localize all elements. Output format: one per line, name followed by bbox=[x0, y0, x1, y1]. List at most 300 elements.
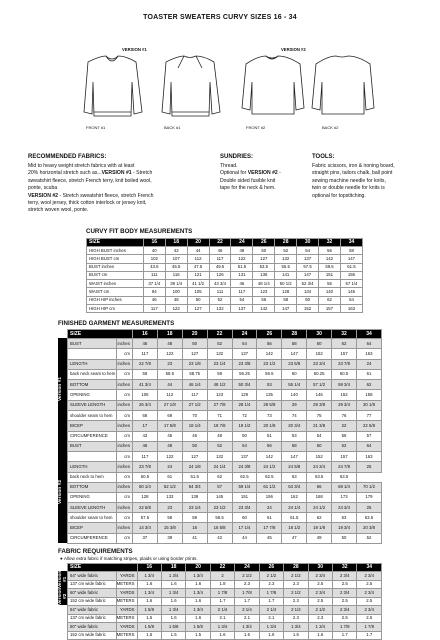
table-cell: 59 bbox=[182, 513, 207, 523]
table-cell: 73 bbox=[257, 411, 282, 421]
table-cell: 46 bbox=[209, 247, 231, 255]
table-cell: 58 bbox=[340, 247, 362, 255]
table-cell: 24 5/8 bbox=[282, 462, 307, 472]
table-cell: 127 bbox=[182, 452, 207, 462]
table-cell: 23 1/4 bbox=[207, 359, 232, 369]
table-cell: 57 bbox=[356, 431, 381, 441]
size-header-cell: 22 bbox=[210, 564, 234, 572]
table-cell: 1 7/8 bbox=[357, 623, 382, 632]
table-row bbox=[87, 255, 363, 263]
row-unit: inches bbox=[116, 380, 132, 390]
row-unit: inches bbox=[116, 421, 132, 431]
table-cell: 2 3/4 bbox=[357, 572, 382, 581]
table-cell: 50 1/4 bbox=[132, 482, 157, 492]
table-cell: 173 bbox=[332, 492, 357, 502]
size-header-cell: 20 bbox=[186, 564, 210, 572]
table-cell: 1 3/4 bbox=[161, 572, 185, 581]
table-cell: 1 7/8 bbox=[210, 589, 234, 598]
table-cell: 23 5/8 bbox=[282, 359, 307, 369]
table-cell: 51.5 bbox=[231, 263, 253, 271]
table-cell: 46 bbox=[132, 441, 157, 451]
table-cell: 44 bbox=[232, 533, 257, 543]
table-cell: 44 bbox=[187, 247, 209, 255]
table-cell: 145 bbox=[340, 288, 362, 296]
table-cell: 135 bbox=[257, 390, 282, 400]
table-cell: 2 3/4 bbox=[333, 606, 357, 615]
table-cell: 112 bbox=[187, 255, 209, 263]
table-cell: 24 bbox=[157, 462, 182, 472]
table-cell: 1.6 bbox=[259, 631, 283, 640]
table-cell: 128 bbox=[132, 492, 157, 502]
row-unit: inches bbox=[116, 359, 132, 369]
table-cell: 57.5 bbox=[132, 513, 157, 523]
table-cell: 24 1/4 bbox=[207, 462, 232, 472]
row-label: 137 cm wide fabric bbox=[68, 580, 117, 589]
table-cell: 46 1/4 bbox=[182, 380, 207, 390]
table-cell: 21 3/8 bbox=[307, 421, 332, 431]
table-cell: 58 bbox=[282, 339, 307, 349]
row-label: HIGH HIP inches bbox=[87, 296, 144, 304]
table-cell: 1.8 bbox=[210, 580, 234, 589]
row-label: back neck seam to hem bbox=[68, 369, 117, 379]
table-cell: 61 bbox=[257, 513, 282, 523]
fabric-requirements-heading: FABRIC REQUIREMENTS bbox=[58, 548, 133, 555]
table-cell: 41 bbox=[182, 533, 207, 543]
size-header-cell: 22 bbox=[209, 239, 231, 247]
table-cell: 24 3/4 bbox=[307, 462, 332, 472]
row-label: BICEP bbox=[68, 421, 117, 431]
table-cell: 53 bbox=[257, 380, 282, 390]
table-cell: 19 1/2 bbox=[232, 421, 257, 431]
size-header-cell: 24 bbox=[231, 239, 253, 247]
table-cell: 1 7/8 bbox=[259, 589, 283, 598]
table-cell: 59 bbox=[207, 369, 232, 379]
table-cell: 68 1/4 bbox=[332, 482, 357, 492]
row-unit: METERS bbox=[116, 631, 137, 640]
row-unit: cm bbox=[116, 492, 132, 502]
table-cell: 1 3/4 bbox=[284, 623, 308, 632]
table-cell: 30 1/8 bbox=[356, 400, 381, 410]
table-cell: 107 bbox=[165, 255, 187, 263]
table-cell: 1.6 bbox=[137, 580, 161, 589]
table-cell: 23 3/8 bbox=[232, 359, 257, 369]
size-header-label: SIZE bbox=[68, 564, 138, 572]
size-header-cell: 34 bbox=[356, 330, 381, 339]
garment-version-2-tab: Version #2 bbox=[58, 441, 67, 543]
size-header-cell: 28 bbox=[282, 330, 307, 339]
size-header-cell: 16 bbox=[137, 564, 161, 572]
table-row bbox=[68, 580, 382, 589]
table-cell: 1.6 bbox=[186, 614, 210, 623]
table-cell: 28 5/8 bbox=[257, 400, 282, 410]
table-cell: 2.5 bbox=[357, 597, 382, 606]
table-cell: 50 bbox=[253, 247, 275, 255]
table-cell: 53.5 bbox=[253, 263, 275, 271]
table-cell: 2 1/4 bbox=[259, 606, 283, 615]
table-cell: 45 bbox=[257, 533, 282, 543]
size-header-cell: 34 bbox=[357, 564, 382, 572]
table-row bbox=[68, 339, 382, 349]
table-cell: 1.6 bbox=[235, 631, 259, 640]
table-cell: 54 bbox=[231, 296, 253, 304]
table-cell: 46 bbox=[182, 431, 207, 441]
table-cell: 152 bbox=[307, 452, 332, 462]
table-cell: 60 bbox=[282, 369, 307, 379]
size-header-cell: 30 bbox=[307, 330, 332, 339]
size-header-cell: 24 bbox=[235, 564, 259, 572]
table-cell: 52 bbox=[209, 296, 231, 304]
table-cell: 27 7/8 bbox=[207, 400, 232, 410]
table-cell: 1 7/8 bbox=[333, 623, 357, 632]
table-cell: 100 bbox=[165, 288, 187, 296]
table-cell: 147 bbox=[297, 271, 319, 279]
table-row bbox=[68, 523, 382, 533]
table-row bbox=[87, 263, 363, 271]
table-cell: 1.7 bbox=[210, 597, 234, 606]
table-cell: 16 bbox=[182, 523, 207, 533]
table-cell: 1 5/8 bbox=[137, 606, 161, 615]
table-cell: 152 bbox=[297, 305, 319, 313]
table-cell: 151 bbox=[232, 492, 257, 502]
table-cell: 48 bbox=[231, 247, 253, 255]
table-cell: 60 bbox=[307, 339, 332, 349]
table-cell: 49 bbox=[307, 533, 332, 543]
row-label: BOTTOM bbox=[68, 482, 117, 492]
table-cell: 132 bbox=[209, 305, 231, 313]
table-cell: 2 3/4 bbox=[308, 572, 332, 581]
table-cell: 2.5 bbox=[333, 580, 357, 589]
table-cell: 56 bbox=[253, 296, 275, 304]
table-row bbox=[68, 380, 382, 390]
table-cell: 132 bbox=[207, 349, 232, 359]
table-cell: 17 1/4 bbox=[232, 523, 257, 533]
table-cell: 17 7/8 bbox=[257, 523, 282, 533]
row-label: BUST bbox=[68, 441, 117, 451]
table-cell: 1 3/4 bbox=[235, 623, 259, 632]
table-cell: 48 bbox=[157, 441, 182, 451]
row-unit: YARDS bbox=[116, 589, 137, 598]
row-label: BICEP bbox=[68, 523, 117, 533]
table-cell: 1.6 bbox=[210, 631, 234, 640]
table-cell: 147 bbox=[340, 255, 362, 263]
table-cell: 59.5 bbox=[319, 263, 341, 271]
table-row bbox=[68, 572, 382, 581]
fabric-requirements-table bbox=[67, 563, 382, 640]
table-cell: 2 1/2 bbox=[308, 606, 332, 615]
table-cell: 56 bbox=[257, 339, 282, 349]
table-cell: 24 1/2 bbox=[307, 503, 332, 513]
garment-version-1-tab: Version #1 bbox=[58, 338, 67, 441]
table-cell: 152 bbox=[332, 390, 357, 400]
table-cell: 131 bbox=[231, 271, 253, 279]
table-row bbox=[68, 597, 382, 606]
table-cell: 2 3/4 bbox=[357, 606, 382, 615]
table-row bbox=[87, 288, 363, 296]
table-cell: 23 1/2 bbox=[257, 359, 282, 369]
table-cell: 1 7/8 bbox=[235, 589, 259, 598]
table-cell: 23 7/8 bbox=[132, 462, 157, 472]
table-cell: 2 1/2 bbox=[284, 589, 308, 598]
garment-measurements-heading: FINISHED GARMENT MEASUREMENTS bbox=[58, 320, 175, 327]
back-2-sweater-drawing bbox=[312, 56, 374, 114]
table-cell: 48 bbox=[207, 431, 232, 441]
table-cell: 46 bbox=[132, 339, 157, 349]
table-cell: 39 1/4 bbox=[165, 280, 187, 288]
table-cell: 2.5 bbox=[357, 614, 382, 623]
table-cell: 41 1/2 bbox=[187, 280, 209, 288]
size-header-label: SIZE bbox=[68, 330, 133, 339]
table-cell: 139 bbox=[182, 492, 207, 502]
row-label bbox=[68, 452, 117, 462]
table-cell: 52 bbox=[275, 247, 297, 255]
table-row bbox=[68, 589, 382, 598]
table-cell: 59.5 bbox=[257, 369, 282, 379]
recommended-fabrics-text: Mid to heavy weight stretch fabrics with at least 20% horizontal stretch such as...VERSION #1 - Stretch sweatshirt fleece, stretch French terry, knit boiled wool, ponte, scuba VERSION #2 - Stretch sweatshirt fleece, stretch French terry, wool jersey, thick cotton interlock or jersey knit, stretch woven wool, ponte. bbox=[28, 163, 154, 214]
table-cell: 24 3/8 bbox=[232, 462, 257, 472]
table-cell: 23 1/2 bbox=[207, 503, 232, 513]
table-cell: 58 bbox=[157, 513, 182, 523]
table-cell: 37 bbox=[132, 533, 157, 543]
table-cell: 57.5 bbox=[297, 263, 319, 271]
table-cell: 24 bbox=[356, 359, 381, 369]
fabric-note: ● Allow extra fabric if matching stripes, plaids or using border prints. bbox=[60, 556, 198, 561]
size-header-cell: 32 bbox=[333, 564, 357, 572]
row-label bbox=[68, 349, 117, 359]
table-cell: 76 bbox=[332, 411, 357, 421]
row-unit: inches bbox=[116, 441, 132, 451]
row-label: BUST bbox=[68, 339, 117, 349]
row-label: HIGH BUST cm bbox=[87, 255, 144, 263]
row-unit: cm bbox=[116, 349, 132, 359]
table-row bbox=[68, 631, 382, 640]
row-label: BUST inches bbox=[87, 263, 144, 271]
table-cell: 1 3/4 bbox=[186, 606, 210, 615]
table-cell: 2.1 bbox=[235, 614, 259, 623]
table-cell: 49.5 bbox=[209, 263, 231, 271]
table-cell: 2.5 bbox=[333, 597, 357, 606]
size-header-cell: 18 bbox=[161, 564, 185, 572]
size-header-cell: 16 bbox=[132, 330, 157, 339]
table-row bbox=[68, 359, 382, 369]
table-cell: 137 bbox=[297, 255, 319, 263]
bullet-icon: ● bbox=[60, 556, 63, 561]
size-header-cell: 28 bbox=[284, 564, 308, 572]
row-label: LENGTH bbox=[68, 462, 117, 472]
table-cell: 122 bbox=[157, 349, 182, 359]
row-label: WAIST cm bbox=[87, 288, 144, 296]
size-header-cell: 20 bbox=[187, 239, 209, 247]
row-unit: METERS bbox=[116, 597, 137, 606]
size-header-row bbox=[87, 239, 363, 247]
table-cell: 58 bbox=[282, 441, 307, 451]
table-cell: 68 bbox=[132, 411, 157, 421]
back-1-sweater-drawing bbox=[162, 56, 220, 116]
size-header-cell: 30 bbox=[308, 564, 332, 572]
table-cell: 62.5 bbox=[232, 472, 257, 482]
row-label: shoulder seam to hem bbox=[68, 513, 117, 523]
table-cell: 1 3/4 bbox=[161, 606, 185, 615]
table-cell: 137 bbox=[232, 349, 257, 359]
table-cell: 122 bbox=[157, 452, 182, 462]
row-label: HIGH BUST inches bbox=[87, 247, 144, 255]
table-cell: 28 1/4 bbox=[232, 400, 257, 410]
table-cell: 23 1/4 bbox=[182, 503, 207, 513]
body-measurements-heading: CURVY FIT BODY MEASUREMENTS bbox=[86, 228, 193, 235]
table-cell: 62 bbox=[332, 441, 357, 451]
table-cell: 77 bbox=[356, 411, 381, 421]
table-cell: 1 5/8 bbox=[137, 623, 161, 632]
table-cell: 52 bbox=[356, 533, 381, 543]
table-cell: 147 bbox=[275, 305, 297, 313]
front-2-label: FRONT #2 bbox=[246, 125, 266, 130]
table-cell: 94 bbox=[143, 288, 165, 296]
table-cell: 1.6 bbox=[186, 597, 210, 606]
table-cell: 29 bbox=[282, 400, 307, 410]
garment-measurements-table bbox=[67, 329, 382, 544]
table-cell: 2.5 bbox=[357, 580, 382, 589]
table-cell: 163 bbox=[340, 305, 362, 313]
table-cell: 60 bbox=[232, 513, 257, 523]
table-cell: 126 bbox=[209, 271, 231, 279]
table-cell: 45.5 bbox=[165, 263, 187, 271]
table-cell: 1.7 bbox=[357, 631, 382, 640]
table-cell: 23 bbox=[157, 359, 182, 369]
table-cell: 1.6 bbox=[284, 631, 308, 640]
table-cell: 111 bbox=[209, 288, 231, 296]
row-label: 54" wide fabric bbox=[68, 572, 117, 581]
table-cell: 17 bbox=[132, 421, 157, 431]
table-cell: 63.5 bbox=[307, 472, 332, 482]
row-unit: inches bbox=[116, 482, 132, 492]
row-label: CIRCUMFERENCE bbox=[68, 431, 117, 441]
table-cell: 111 bbox=[143, 271, 165, 279]
row-unit: cm bbox=[116, 390, 132, 400]
table-cell: 2.1 bbox=[259, 614, 283, 623]
tools-text: Fabric scissors, iron & ironing board, straight pins, tailors chalk, ball point sewing machine needle for knits, twin or double needle for knits is optional for topstitching. bbox=[312, 163, 395, 199]
table-cell: 25 bbox=[356, 503, 381, 513]
back-1-label: BACK #1 bbox=[164, 125, 181, 130]
table-cell: 39 bbox=[157, 533, 182, 543]
table-cell: 54 bbox=[232, 339, 257, 349]
table-cell: 62 bbox=[356, 380, 381, 390]
row-unit: cm bbox=[116, 513, 132, 523]
table-row bbox=[68, 513, 382, 523]
table-cell: 50 bbox=[332, 533, 357, 543]
table-cell: 140 bbox=[282, 390, 307, 400]
table-cell: 152 bbox=[307, 349, 332, 359]
row-label: 152 cm wide fabric bbox=[68, 631, 117, 640]
size-header-cell: 34 bbox=[340, 239, 362, 247]
row-label: WAIST inches bbox=[87, 280, 144, 288]
table-cell: 127 bbox=[253, 255, 275, 263]
table-cell: 141 bbox=[275, 271, 297, 279]
table-row bbox=[68, 472, 382, 482]
table-cell: 43 3/4 bbox=[209, 280, 231, 288]
table-cell: 1 3/4 bbox=[161, 589, 185, 598]
row-unit: inches bbox=[116, 523, 132, 533]
table-cell: 55 bbox=[319, 280, 341, 288]
table-cell: 59 1/4 bbox=[232, 482, 257, 492]
table-cell: 27 1/2 bbox=[182, 400, 207, 410]
table-cell: 20 3/8 bbox=[356, 523, 381, 533]
table-cell: 2 1/2 bbox=[259, 572, 283, 581]
table-cell: 1.5 bbox=[137, 614, 161, 623]
table-cell: 54 bbox=[307, 431, 332, 441]
table-cell: 54 bbox=[232, 441, 257, 451]
table-cell: 58.5 bbox=[157, 369, 182, 379]
table-cell: 55.5 bbox=[275, 263, 297, 271]
table-cell: 123 bbox=[253, 288, 275, 296]
table-cell: 163 bbox=[356, 349, 381, 359]
table-cell: 147 bbox=[282, 349, 307, 359]
table-cell: 105 bbox=[187, 288, 209, 296]
table-row bbox=[68, 623, 382, 632]
front-1-sweater-drawing bbox=[84, 56, 142, 116]
row-label: SLEEVE LENGTH bbox=[68, 400, 117, 410]
table-cell: 123 bbox=[207, 390, 232, 400]
size-header-cell: 24 bbox=[232, 330, 257, 339]
table-cell: 1.7 bbox=[259, 597, 283, 606]
table-cell: 42 bbox=[165, 247, 187, 255]
row-label: HIGH HIP cm bbox=[87, 305, 144, 313]
table-row bbox=[68, 390, 382, 400]
table-cell: 1.5 bbox=[137, 631, 161, 640]
table-cell: 51 bbox=[257, 431, 282, 441]
table-cell: 147 bbox=[282, 452, 307, 462]
table-cell: 60.25 bbox=[307, 369, 332, 379]
table-cell: 56 bbox=[332, 431, 357, 441]
table-cell: 1.7 bbox=[235, 597, 259, 606]
table-cell: 18 1/2 bbox=[282, 523, 307, 533]
table-cell: 27 1/8 bbox=[157, 400, 182, 410]
table-cell: 14 3/4 bbox=[132, 523, 157, 533]
table-cell: 121 bbox=[187, 271, 209, 279]
table-cell: 50 bbox=[182, 441, 207, 451]
size-header-cell: 26 bbox=[257, 330, 282, 339]
table-cell: 2.5 bbox=[308, 580, 332, 589]
row-unit: inches bbox=[116, 339, 132, 349]
table-cell: 57 1/2 bbox=[307, 380, 332, 390]
table-cell: 134 bbox=[297, 288, 319, 296]
row-unit: YARDS bbox=[116, 606, 137, 615]
table-cell: 66 bbox=[307, 482, 332, 492]
table-cell: 2 1/2 bbox=[235, 572, 259, 581]
table-cell: 2 1/4 bbox=[210, 606, 234, 615]
table-cell: 117 bbox=[143, 305, 165, 313]
table-cell: 61 1/2 bbox=[257, 482, 282, 492]
table-cell: 132 bbox=[207, 452, 232, 462]
table-cell: 122 bbox=[165, 305, 187, 313]
table-cell: 48 1/2 bbox=[207, 380, 232, 390]
table-cell: 1.6 bbox=[308, 631, 332, 640]
table-cell: 46 bbox=[143, 296, 165, 304]
table-cell: 64 bbox=[356, 339, 381, 349]
table-cell: 24 1/4 bbox=[282, 503, 307, 513]
size-header-cell: 26 bbox=[259, 564, 283, 572]
table-cell: 128 bbox=[275, 288, 297, 296]
size-header-cell: 26 bbox=[253, 239, 275, 247]
table-cell: 23 3/4 bbox=[307, 359, 332, 369]
table-cell: 57 1/4 bbox=[340, 280, 362, 288]
table-cell: 55 1/4 bbox=[282, 380, 307, 390]
table-cell: 117 bbox=[209, 255, 231, 263]
table-cell: 1.7 bbox=[333, 631, 357, 640]
table-cell: 47 bbox=[282, 533, 307, 543]
version-1-label: VERSION #1 bbox=[122, 47, 147, 52]
table-cell: 168 bbox=[307, 492, 332, 502]
table-cell: 117 bbox=[182, 390, 207, 400]
table-cell: 29 3/8 bbox=[307, 400, 332, 410]
